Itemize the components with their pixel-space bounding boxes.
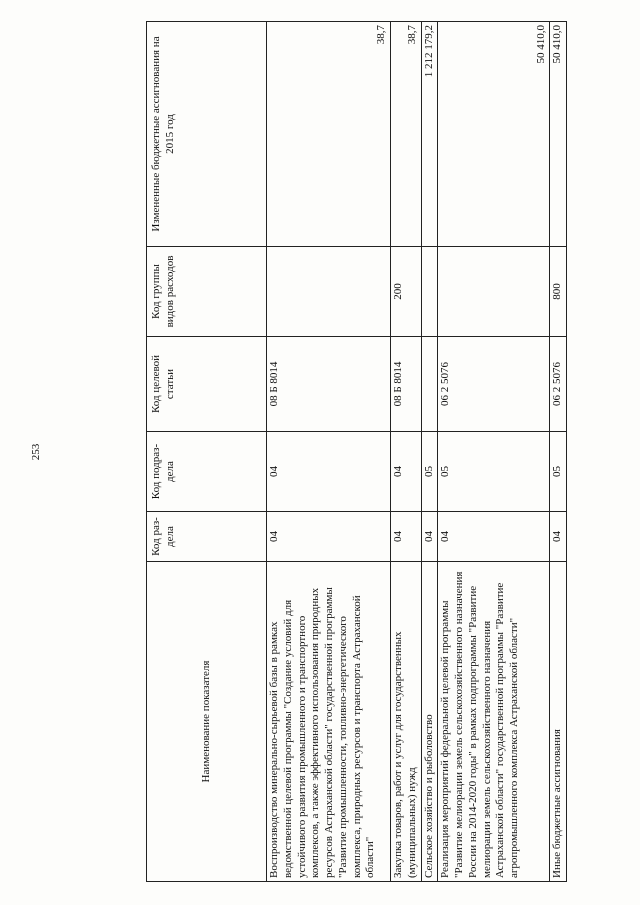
table-row — [391, 22, 422, 882]
row-name: Реализация мероприятий федеральной целевой программы "Развитие мелиорации земель сельскохозяйственного назначения России на 2014-2020 годы" в рамках подпрограммы "Развитие мелиорации земель сельскохозяйственного назначения Астраханской области" государственной программы "Развитие агропромышленного комплекса Астраханской области" — [438, 562, 550, 882]
header-name: Наименование показателя — [147, 562, 267, 882]
table-row — [550, 22, 567, 882]
header-row — [147, 22, 267, 882]
row-subsection: 05 — [550, 432, 567, 512]
header-expense-group: Код группы видов расходов — [147, 247, 267, 337]
row-name: Закупка товаров, работ и услуг для государственных (муниципальных) нужд — [391, 562, 422, 882]
row-section: 04 — [391, 512, 422, 562]
row-subsection: 04 — [267, 432, 391, 512]
row-target: 06 2 5076 — [550, 337, 567, 432]
header-section: Код раз-дела — [147, 512, 267, 562]
row-target: 08 Б 8014 — [391, 337, 422, 432]
budget-table — [146, 21, 567, 882]
row-expense-group: 800 — [550, 247, 567, 337]
row-amount: 50 410,0 — [550, 22, 567, 247]
header-subsection: Код подраз-дела — [147, 432, 267, 512]
table-row — [421, 22, 438, 882]
row-name: Сельское хозяйство и рыболовство — [421, 562, 438, 882]
row-target: 08 Б 8014 — [267, 337, 391, 432]
row-name: Воспроизводство минерально-сырьевой базы в рамках ведомственной целевой программы "Создание условий для устойчивого развития промышленного и транспортного комплексов, а также эффективного использования природных ресурсов Астраханской области" государственной программы "Развитие промышленности, топливно-энергетического комплекса, природных ресурсов и транспорта Астраханской области" — [267, 562, 391, 882]
table-row — [438, 22, 550, 882]
row-subsection: 04 — [391, 432, 422, 512]
row-amount: 38,7 — [267, 22, 391, 247]
row-amount: 1 212 179,2 — [421, 22, 438, 247]
row-expense-group — [421, 247, 438, 337]
row-section: 04 — [421, 512, 438, 562]
row-subsection: 05 — [438, 432, 550, 512]
row-target — [421, 337, 438, 432]
page-number: 253 — [30, 443, 42, 461]
row-subsection: 05 — [421, 432, 438, 512]
row-section: 04 — [438, 512, 550, 562]
row-expense-group — [438, 247, 550, 337]
table-row — [267, 22, 391, 882]
row-target: 06 2 5076 — [438, 337, 550, 432]
row-amount: 38,7 — [391, 22, 422, 247]
row-section: 04 — [550, 512, 567, 562]
row-expense-group — [267, 247, 391, 337]
budget-table-rotated — [146, 22, 564, 882]
header-amount: Измененные бюджетные ассигнования на 2015 год — [147, 22, 267, 247]
row-name: Иные бюджетные ассигнования — [550, 562, 567, 882]
header-target: Код целевой статьи — [147, 337, 267, 432]
row-section: 04 — [267, 512, 391, 562]
row-expense-group: 200 — [391, 247, 422, 337]
row-amount: 50 410,0 — [438, 22, 550, 247]
